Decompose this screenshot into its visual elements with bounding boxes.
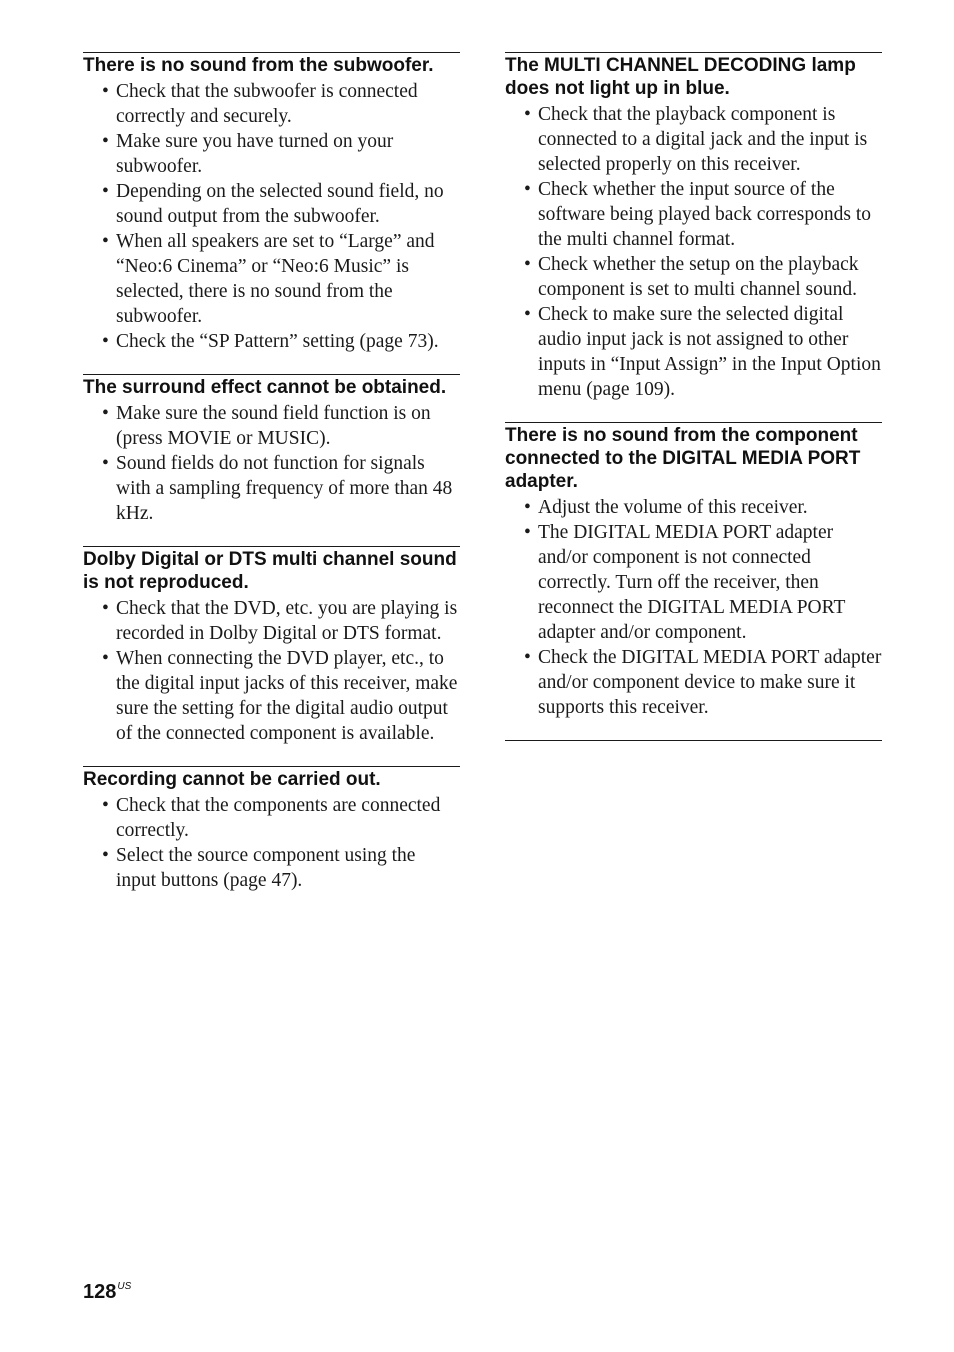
- region-code: US: [117, 1281, 132, 1292]
- bullet-icon: •: [524, 304, 531, 325]
- page-number: [83, 1281, 131, 1304]
- section-end-rule: [505, 740, 882, 741]
- section-dolby-dts: [83, 546, 460, 746]
- section-heading: There is no sound from the subwoofer.: [83, 55, 434, 76]
- bullet-icon: •: [102, 81, 109, 102]
- bullet-list: [83, 793, 460, 893]
- bullet-list: [83, 401, 460, 526]
- list-item: • Check the “SP Pattern” setting (page 73).: [102, 331, 439, 352]
- bullet-icon: •: [102, 331, 109, 352]
- list-item: • Check that the DVD, etc. you are playing is recorded in Dolby Digital or DTS format.: [102, 598, 458, 644]
- section-recording: [83, 766, 460, 893]
- list-item: • When all speakers are set to “Large” and “Neo:6 Cinema” or “Neo:6 Music” is selected, there is no sound from the subwoofer.: [102, 231, 435, 327]
- section-heading: Recording cannot be carried out.: [83, 769, 381, 790]
- list-item: • Check the DIGITAL MEDIA PORT adapter and/or component device to make sure it supports this receiver.: [524, 647, 882, 718]
- bullet-icon: •: [524, 179, 531, 200]
- list-item: • Sound fields do not function for signals with a sampling frequency of more than 48 kHz.: [102, 453, 453, 524]
- bullet-icon: •: [102, 403, 109, 424]
- bullet-icon: •: [524, 647, 531, 668]
- bullet-icon: •: [102, 453, 109, 474]
- list-item: • Check that the subwoofer is connected correctly and securely.: [102, 81, 418, 127]
- list-item: • Make sure the sound field function is on (press MOVIE or MUSIC).: [102, 403, 431, 449]
- section-heading: There is no sound from the component connected to the DIGITAL MEDIA PORT adapter.: [505, 425, 861, 492]
- bullet-icon: •: [102, 845, 109, 866]
- section-heading: Dolby Digital or DTS multi channel sound is not reproduced.: [83, 549, 457, 593]
- bullet-icon: •: [102, 131, 109, 152]
- list-item: • Depending on the selected sound field, no sound output from the subwoofer.: [102, 181, 444, 227]
- list-item: • Check whether the setup on the playback component is set to multi channel sound.: [524, 254, 859, 300]
- bullet-icon: •: [524, 522, 531, 543]
- list-item: • The DIGITAL MEDIA PORT adapter and/or component is not connected correctly. Turn off the receiver, then reconnect the DIGITAL MEDIA PORT adapter and/or component.: [524, 522, 846, 643]
- section-no-sound-subwoofer: [83, 52, 460, 354]
- page-number-value: 128: [83, 1281, 117, 1303]
- right-column: [505, 52, 882, 741]
- left-column: [83, 52, 460, 913]
- bullet-icon: •: [102, 598, 109, 619]
- list-item: • Check that the components are connected correctly.: [102, 795, 441, 841]
- bullet-icon: •: [524, 254, 531, 275]
- section-surround-effect: [83, 374, 460, 526]
- bullet-list: [83, 79, 460, 354]
- list-item: • Make sure you have turned on your subwoofer.: [102, 131, 394, 177]
- section-heading: The MULTI CHANNEL DECODING lamp does not light up in blue.: [505, 55, 856, 99]
- bullet-icon: •: [102, 231, 109, 252]
- section-heading: The surround effect cannot be obtained.: [83, 377, 447, 398]
- list-item: • When connecting the DVD player, etc., to the digital input jacks of this receiver, make sure the setting for the digital audio output of the connected component is available.: [102, 648, 458, 744]
- bullet-icon: •: [524, 497, 531, 518]
- bullet-list: [505, 495, 882, 720]
- list-item: • Adjust the volume of this receiver.: [524, 497, 808, 518]
- bullet-icon: •: [102, 648, 109, 669]
- list-item: • Check to make sure the selected digital audio input jack is not assigned to other inputs in “Input Assign” in the Input Option menu (page 109).: [524, 304, 881, 400]
- list-item: • Check that the playback component is connected to a digital jack and the input is selected properly on this receiver.: [524, 104, 868, 175]
- bullet-icon: •: [102, 795, 109, 816]
- list-item: • Check whether the input source of the software being played back corresponds to the multi channel format.: [524, 179, 872, 250]
- bullet-icon: •: [102, 181, 109, 202]
- bullet-list: [505, 102, 882, 402]
- section-multi-channel-lamp: [505, 52, 882, 402]
- list-item: • Select the source component using the input buttons (page 47).: [102, 845, 416, 891]
- bullet-icon: •: [524, 104, 531, 125]
- bullet-list: [83, 596, 460, 746]
- section-digital-media-port: [505, 422, 882, 720]
